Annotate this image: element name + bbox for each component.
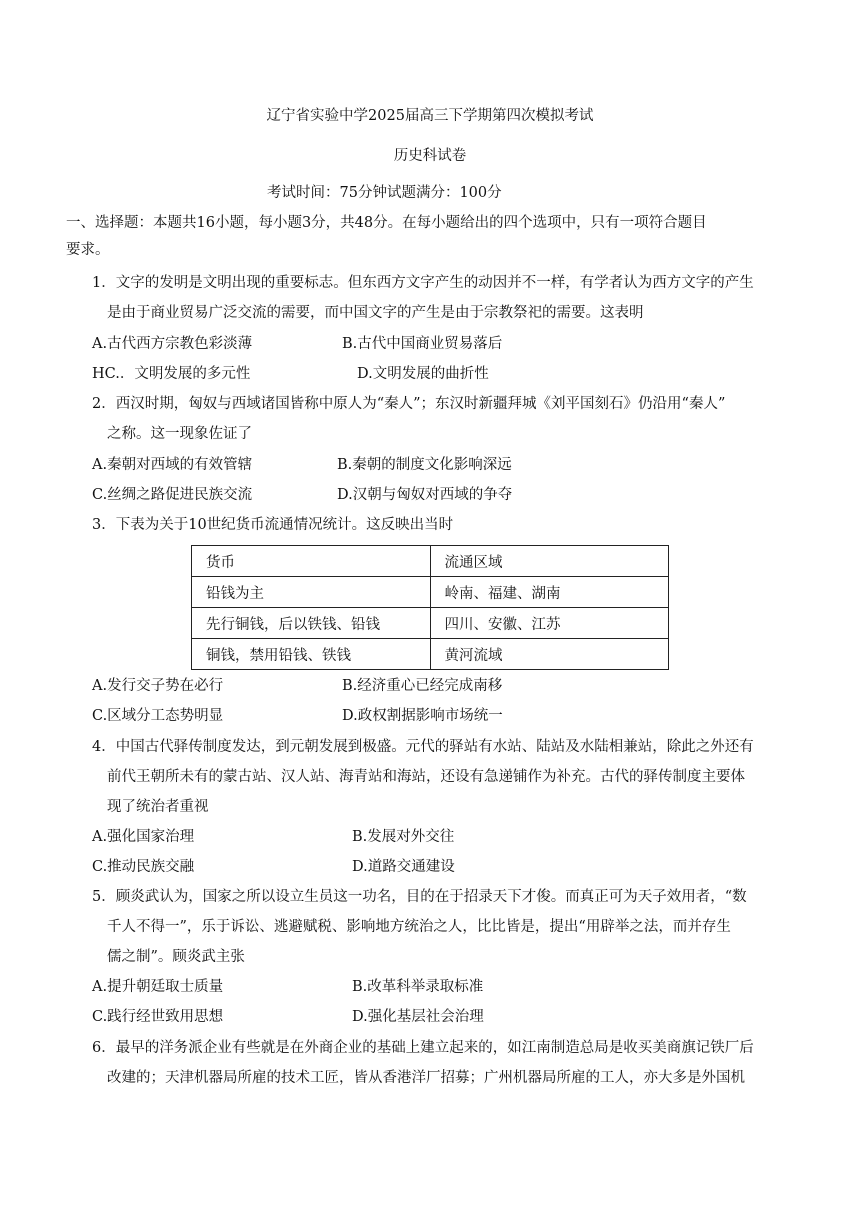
q3-stem: 3．下表为关于10世纪货币流通情况统计。这反映出当时 bbox=[92, 517, 454, 533]
currency-table bbox=[191, 545, 669, 670]
q6-stem-line2: 改建的；天津机器局所雇的技术工匠，皆从香港洋厂招募；广州机器局所雇的工人，亦大多是外国机 bbox=[107, 1070, 745, 1086]
q4-option-d: D.道路交通建设 bbox=[352, 859, 455, 875]
q2-stem-line2: 之称。这一现象佐证了 bbox=[107, 426, 252, 442]
q3-option-a: A.发行交子势在必行 bbox=[92, 678, 224, 694]
q1-option-d: D.文明发展的曲折性 bbox=[357, 366, 489, 382]
q3-option-b: B.经济重心已经完成南移 bbox=[342, 678, 503, 694]
q5-option-a: A.提升朝廷取士质量 bbox=[92, 979, 224, 995]
q1-stem-line2: 是由于商业贸易广泛交流的需要，而中国文字的产生是由于宗教祭祀的需要。这表明 bbox=[107, 305, 644, 321]
section-heading-line2: 要求。 bbox=[66, 242, 110, 258]
q5-stem-line1: 5．顾炎武认为，国家之所以设立生员这一功名，目的在于招录天下才俊。而真正可为天子效用者，“数 bbox=[92, 889, 747, 905]
q3-option-d: D.政权割据影响市场统一 bbox=[342, 708, 503, 724]
q2-option-d: D.汉朝与匈奴对西域的争夺 bbox=[337, 487, 513, 503]
q1-option-b: B.古代中国商业贸易落后 bbox=[342, 336, 503, 352]
exam-info: 考试时间：75分钟试题满分：100分 bbox=[267, 185, 502, 201]
q4-option-c: C.推动民族交融 bbox=[92, 859, 195, 875]
q6-stem-line1: 6．最早的洋务派企业有些就是在外商企业的基础上建立起来的，如江南制造总局是收买美商旗记铁厂后 bbox=[92, 1040, 754, 1056]
q1-option-c: HC.．文明发展的多元性 bbox=[92, 366, 251, 382]
table-cell: 岭南、福建、湖南 bbox=[430, 577, 669, 608]
table-row bbox=[192, 608, 669, 639]
q4-stem-line2: 前代王朝所未有的蒙古站、汉人站、海青站和海站，还设有急递铺作为补充。古代的驿传制度主要体 bbox=[107, 769, 745, 785]
q2-stem-line1: 2．西汉时期，匈奴与西域诸国皆称中原人为“秦人”；东汉时新疆拜城《刘平国刻石》仍沿用“秦人” bbox=[92, 396, 726, 412]
table-header-cell: 货币 bbox=[192, 546, 431, 577]
table-cell: 黄河流域 bbox=[430, 639, 669, 670]
q1-stem-line1: 1．文字的发明是文明出现的重要标志。但东西方文字产生的动因并不一样，有学者认为西方文字的产生 bbox=[92, 275, 754, 291]
q5-stem-line2: 千人不得一”，乐于诉讼、逃避赋税、影响地方统治之人，比比皆是，提出“用辟举之法，而并存生 bbox=[107, 919, 731, 935]
q2-option-c: C.丝绸之路促进民族交流 bbox=[92, 487, 253, 503]
table-header-row bbox=[192, 546, 669, 577]
q3-option-c: C.区域分工态势明显 bbox=[92, 708, 224, 724]
q2-option-b: B.秦朝的制度文化影响深远 bbox=[337, 457, 512, 473]
subject-title: 历史科试卷 bbox=[393, 148, 467, 164]
q4-stem-line1: 4．中国古代驿传制度发达，到元朝发展到极盛。元代的驿站有水站、陆站及水陆相兼站，除此之外还有 bbox=[92, 739, 754, 755]
table-header-cell: 流通区域 bbox=[430, 546, 669, 577]
exam-title: 辽宁省实验中学2025届高三下学期第四次模拟考试 bbox=[266, 108, 594, 124]
table-row bbox=[192, 639, 669, 670]
q5-stem-line3: 儒之制”。顾炎武主张 bbox=[107, 949, 245, 965]
q1-option-a: A.古代西方宗教色彩淡薄 bbox=[92, 336, 253, 352]
table-cell: 四川、安徽、江苏 bbox=[430, 608, 669, 639]
table-row bbox=[192, 577, 669, 608]
q4-option-b: B.发展对外交往 bbox=[352, 829, 455, 845]
table-cell: 铜钱，禁用铅钱、铁钱 bbox=[192, 639, 431, 670]
q5-option-d: D.强化基层社会治理 bbox=[352, 1009, 484, 1025]
section-heading-line1: 一、选择题：本题共16小题，每小题3分，共48分。在每小题给出的四个选项中，只有一项符合题目 bbox=[66, 215, 707, 231]
q5-option-b: B.改革科举录取标准 bbox=[352, 979, 484, 995]
table-cell: 先行铜钱，后以铁钱、铅钱 bbox=[192, 608, 431, 639]
q2-option-a: A.秦朝对西域的有效管辖 bbox=[92, 457, 253, 473]
q5-option-c: C.践行经世致用思想 bbox=[92, 1009, 224, 1025]
q4-stem-line3: 现了统治者重视 bbox=[107, 799, 209, 815]
table-cell: 铅钱为主 bbox=[192, 577, 431, 608]
q4-option-a: A.强化国家治理 bbox=[92, 829, 195, 845]
